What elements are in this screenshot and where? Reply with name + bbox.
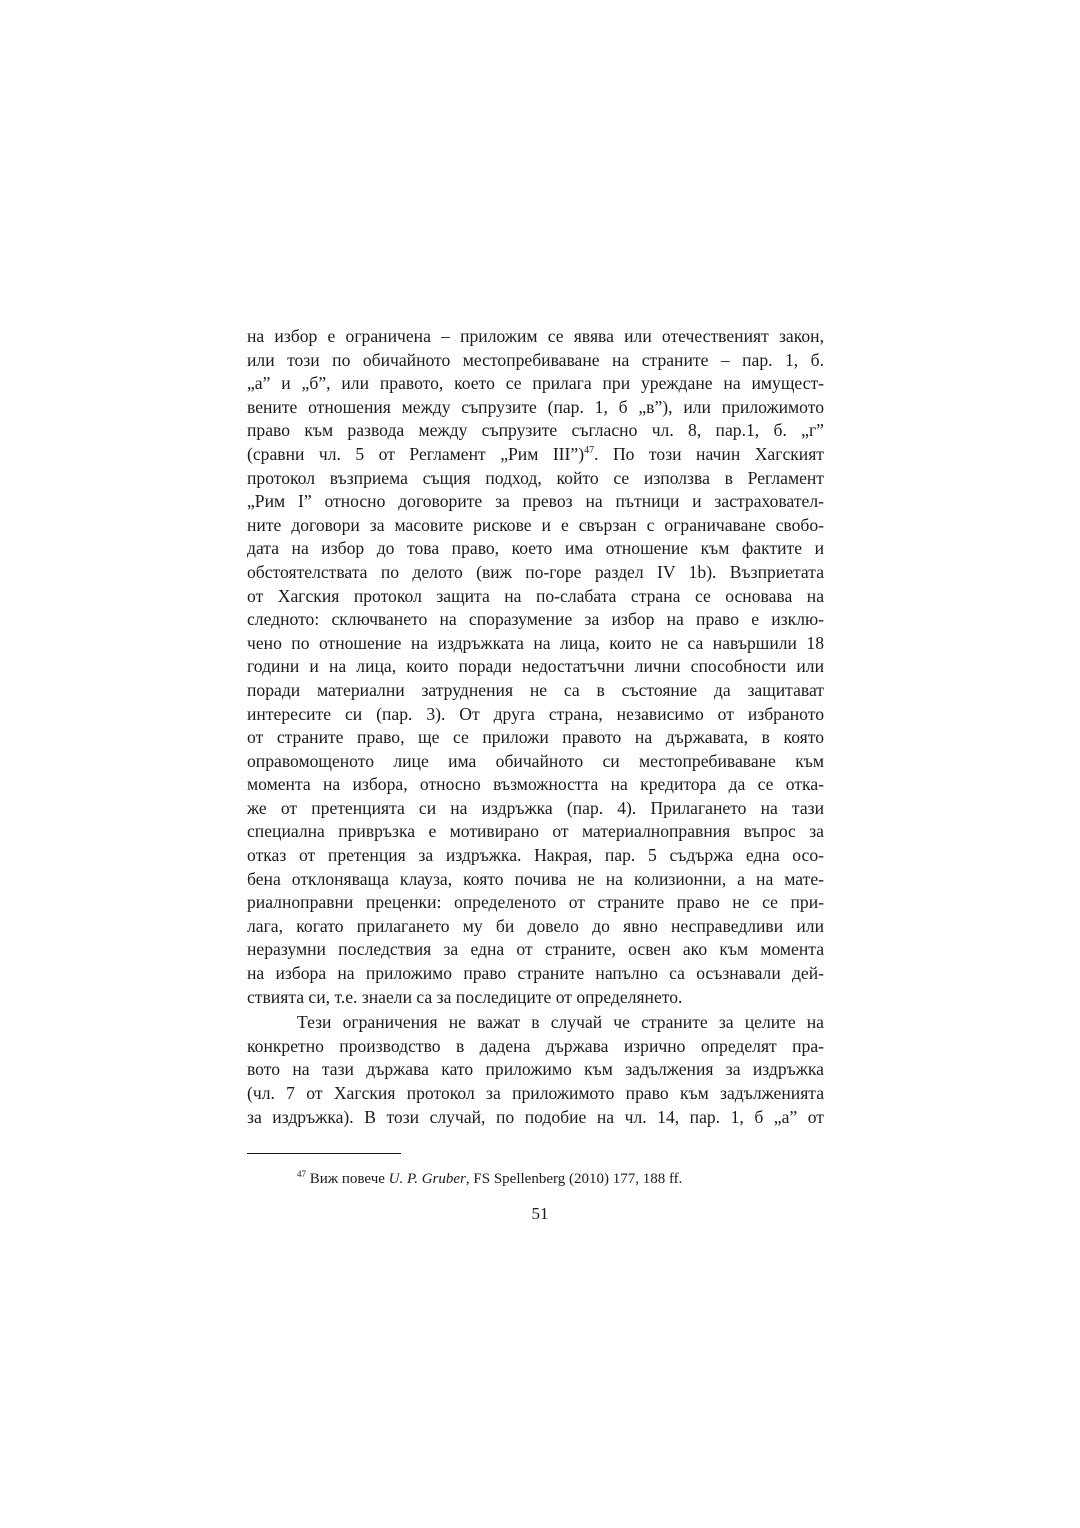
text-line: отказ от претенция за издръжка. Накрая, пар. 5 съдържа една осо- (247, 845, 824, 866)
paragraph-2 (247, 1011, 824, 1129)
text-line: години и на лица, които поради недостатъчни лични способности или (247, 656, 824, 677)
footnote-reference[interactable]: 47 (584, 445, 595, 457)
text-line: от Хагския протокол защита на по-слабата страна се основава на (247, 585, 824, 606)
footnote-prefix: Виж повече (306, 1171, 389, 1187)
text-line: лага, когато прилагането му би довело до явно несправедливи или (247, 915, 824, 936)
text-line: право към развода между съпрузите съгласно чл. 8, пар.1, б. „г” (247, 420, 824, 441)
text-line-part: . По този начин Хагският (594, 443, 824, 464)
text-line: вото на тази държава като приложимо към задължения за издръжка (247, 1059, 824, 1080)
text-line: за издръжка). В този случай, по подобие на чл. 14, пар. 1, б „а” от (247, 1106, 824, 1127)
text-line: ните договори за масовите рискове и е свързан с ограничаване свобо- (247, 514, 824, 535)
text-line: следното: сключването на споразумение за избор на право е изклю- (247, 609, 824, 630)
text-line-with-footnote-ref (247, 443, 824, 467)
text-line: или този по обичайното местопребиваване на страните – пар. 1, б. (247, 349, 824, 370)
text-line: от страните право, ще се приложи правото на държавата, в която (247, 727, 824, 748)
text-line: ствията си, т.е. знаели са за последиците от определянето. (247, 986, 683, 1007)
text-line: „а” и „б”, или правото, което се прилага при уреждане на имущест- (247, 373, 824, 394)
body-text (247, 325, 824, 1129)
text-line: же от претенцията си на издръжка (пар. 4). Прилагането на тази (247, 797, 824, 818)
text-line: (чл. 7 от Хагския протокол за приложимото право към задълженията (247, 1083, 824, 1103)
text-line: „Рим I” относно договорите за превоз на пътници и застраховател- (247, 491, 824, 512)
text-line: протокол възприема същия подход, който се използва в Регламент (247, 467, 824, 488)
text-line: оправомощеното лице има обичайното си местопребиваване към (247, 750, 824, 771)
text-line: на избор е ограничена – приложим се явява или отечественият закон, (247, 326, 824, 346)
text-line: конкретно производство в дадена държава изрично определят пра- (247, 1035, 824, 1056)
footnote-separator (247, 1153, 401, 1154)
text-line: дата на избор до това право, което има отношение към фактите и (247, 538, 824, 559)
text-line: на избора на приложимо право страните напълно са осъзнавали дей- (247, 963, 824, 984)
text-line: специална привръзка е мотивирано от материалноправния въпрос за (247, 821, 824, 842)
text-line: вените отношения между съпрузите (пар. 1, б „в”), или приложимото (247, 396, 824, 417)
text-line: чено по отношение на издръжката на лица, които не са навършили 18 (247, 632, 824, 653)
page-number: 51 (531, 1204, 549, 1223)
footnote (297, 1169, 682, 1189)
text-line: момента на избора, относно възможността на кредитора да се отка- (247, 774, 824, 795)
text-line: Тези ограничения не важат в случай че страните за целите на (297, 1012, 824, 1033)
text-line-part: (сравни чл. 5 от Регламент „Рим III”) (247, 443, 585, 464)
text-line: обстоятелствата по делото (виж по-горе раздел IV 1b). Възприетата (247, 561, 824, 582)
footnote-author: U. P. Gruber (388, 1171, 466, 1187)
text-line: интересите си (пар. 3). От друга страна, независимо от избраното (247, 703, 824, 724)
paragraph-1 (247, 325, 824, 1009)
text-line: поради материални затруднения не са в състояние да защитават (247, 679, 824, 700)
footnote-citation: , FS Spellenberg (2010) 177, 188 ff. (465, 1171, 683, 1187)
text-line: неразумни последствия за една от страните, освен ако към момента (247, 939, 824, 960)
text-line: бена отклоняваща клауза, която почива не на колизионни, а на мате- (247, 868, 824, 889)
text-line: риалноправни преценки: определеното от страните право не се при- (247, 892, 824, 913)
footnote-number: 47 (297, 1169, 306, 1179)
